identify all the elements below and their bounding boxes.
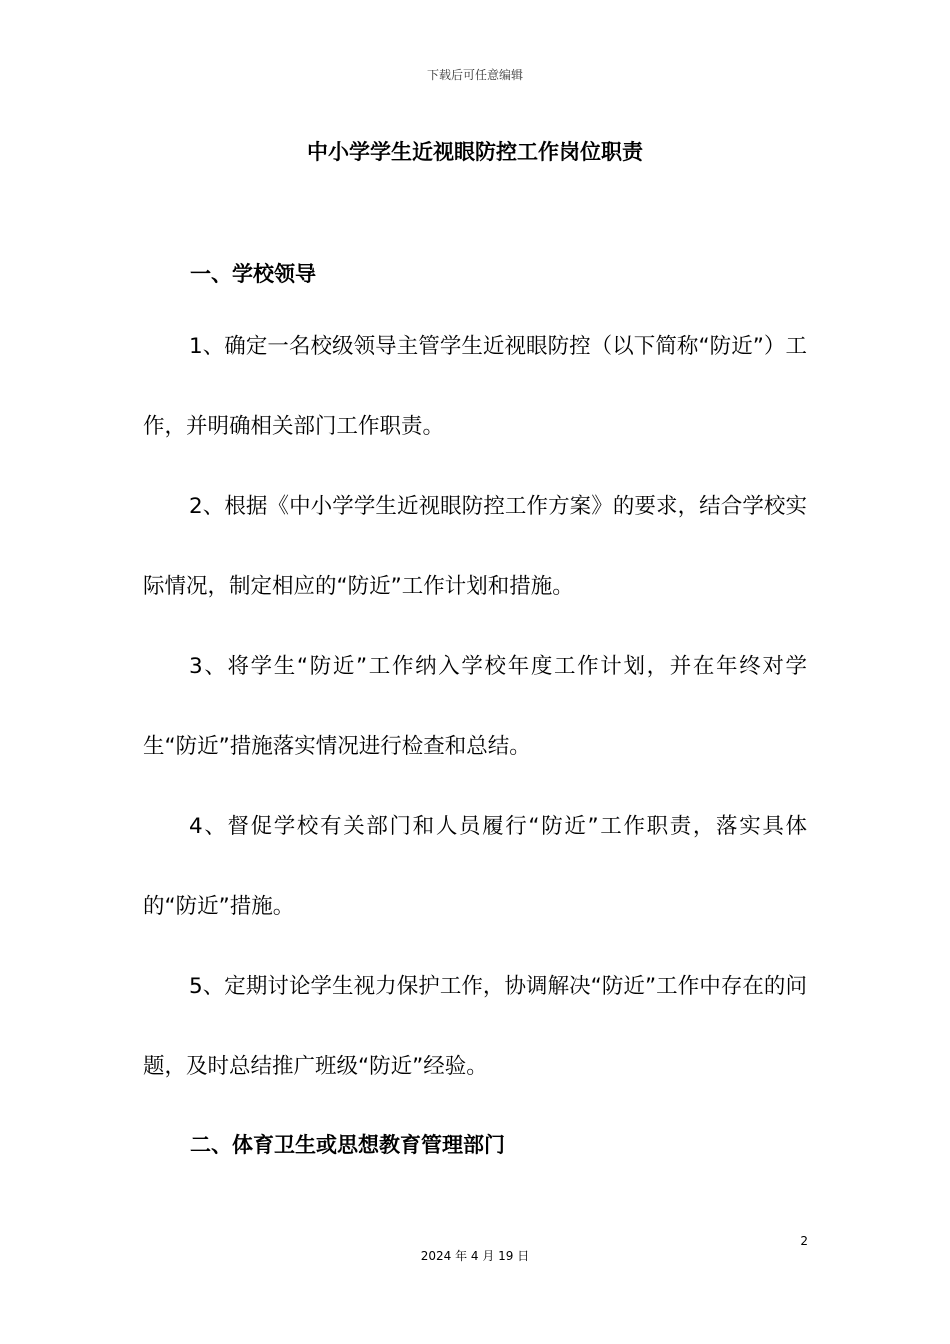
paragraph-item-5: 5、定期讨论学生视力保护工作，协调解决“防近”工作中存在的问题，及时总结推广班级“防近”经验。: [143, 974, 807, 1079]
paragraph-item-4: 4、督促学校有关部门和人员履行“防近”工作职责，落实具体的“防近”措施。: [143, 814, 807, 919]
section-heading-pe-health-dept: 二、体育卫生或思想教育管理部门: [190, 1133, 505, 1157]
document-title: 中小学学生近视眼防控工作岗位职责: [307, 140, 643, 164]
header-note: 下载后可任意编辑: [426, 68, 523, 82]
footer-date: 2024 年 4 月 19 日: [420, 1249, 530, 1263]
section-heading-school-leadership: 一、学校领导: [190, 262, 316, 286]
page-number: 2: [800, 1234, 808, 1248]
paragraph-item-3: 3、将学生“防近”工作纳入学校年度工作计划，并在年终对学生“防近”措施落实情况进行检查和总结。: [143, 654, 807, 759]
paragraph-item-1: 1、确定一名校级领导主管学生近视眼防控（以下简称“防近”）工作，并明确相关部门工作职责。: [143, 334, 807, 439]
paragraph-item-2: 2、根据《中小学学生近视眼防控工作方案》的要求，结合学校实际情况，制定相应的“防近”工作计划和措施。: [143, 494, 807, 599]
